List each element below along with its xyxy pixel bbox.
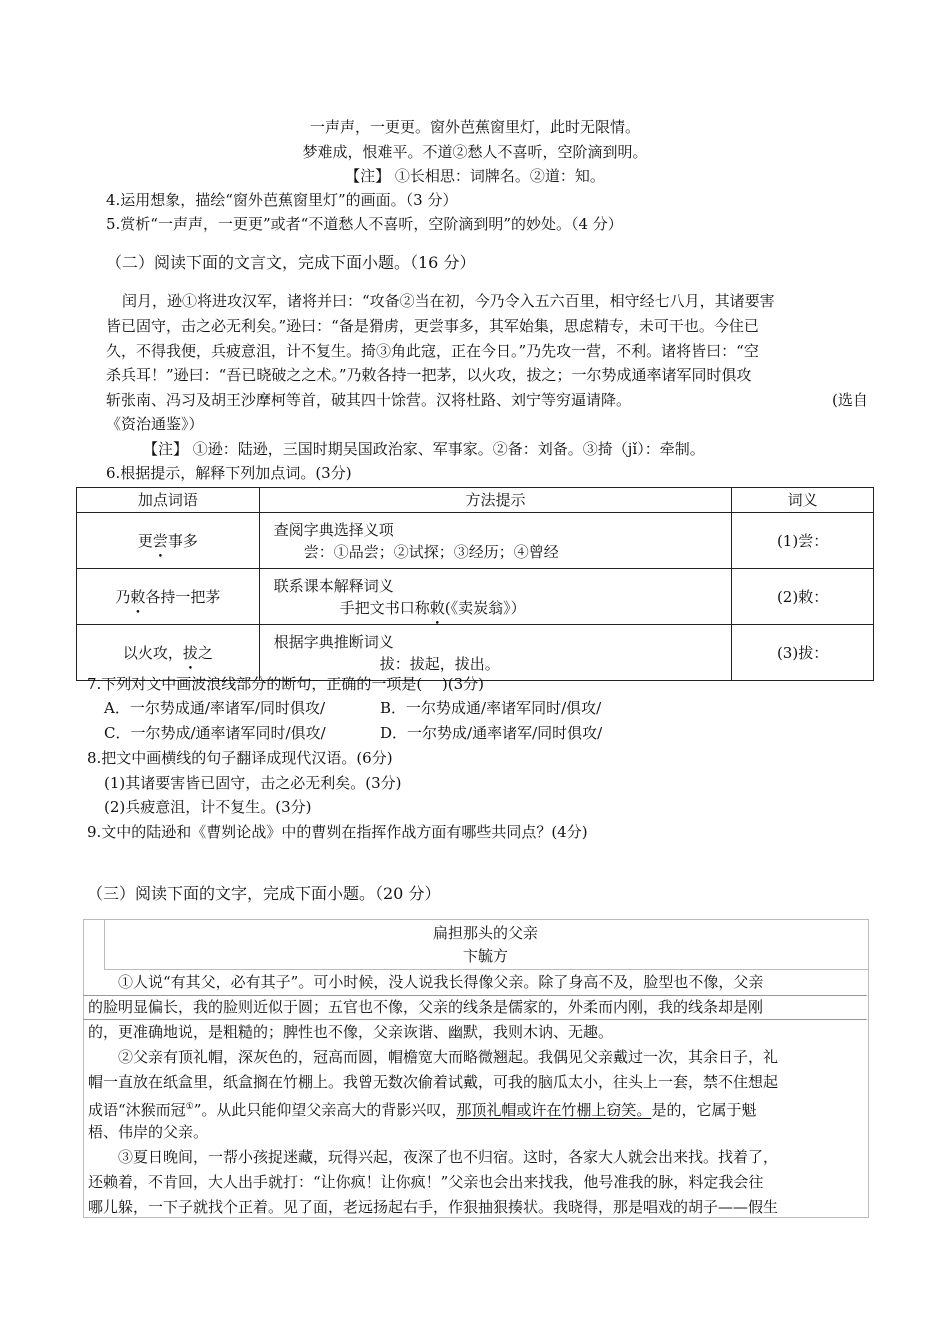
passage-line: 杀兵耳！”逊曰：“吾已晓破之之术。”乃敕各持一把茅，以火攻，拔之；一尔势成通率诸军同时俱攻 bbox=[106, 366, 752, 384]
table-row bbox=[77, 513, 874, 569]
option-c[interactable]: C．一尔势成/通率诸军同时/俱攻/ bbox=[104, 724, 326, 742]
poem-line-1: 一声声，一更更。窗外芭蕉窗里灯，此时无限情。 bbox=[309, 118, 640, 136]
poem-note: 【注】 ①长相思：词牌名。②道：知。 bbox=[345, 167, 605, 185]
word-meaning-table bbox=[76, 487, 874, 681]
passage-line: 斩张南、冯习及胡王沙摩柯等首，破其四十馀营。汉将杜路、刘宁等穷逼请降。 bbox=[106, 391, 632, 409]
question-8-1: (1)其诸要害皆已固守，击之必无利矣。(3分) bbox=[104, 774, 402, 792]
article-line: 还赖着，不肯回，大人出手就打：“让你疯！让你疯！”父亲也会出来找我，他号准我的脉，料定我会往 bbox=[88, 1173, 764, 1191]
table-header: 加点词语 bbox=[77, 488, 260, 513]
method-hint: 根据字典推断词义 拔：拔起，拔出。 bbox=[259, 625, 731, 681]
article-line: ③夏日晚间，一帮小孩捉迷藏，玩得兴起，夜深了也不归宿。这时，各家大人就会出来找。找着了， bbox=[118, 1148, 779, 1166]
passage-line: 闰月，逊①将进攻汉军，诸将并曰：“攻备②当在初，今乃令入五六百里，相守经七八月，其诸要害 bbox=[122, 292, 775, 310]
article-line: 哪儿躲，一下子就找个正着。见了面，老远扬起右手，作狠抽狠揍状。我晓得，那是唱戏的胡子——假生 bbox=[88, 1198, 779, 1216]
article-line: 帽一直放在纸盒里，纸盒搁在竹棚上。我曾无数次偷着试戴，可我的脑瓜太小，往头上一套，禁不住想起 bbox=[88, 1073, 779, 1091]
method-hint: 查阅字典选择义项 尝：①品尝；②试探；③经历；④曾经 bbox=[259, 513, 731, 569]
option-b[interactable]: B．一尔势成通/率诸军同时/俱攻/ bbox=[380, 699, 602, 717]
meaning-answer-field[interactable]: (1)尝： bbox=[732, 513, 874, 569]
table-header: 方法提示 bbox=[259, 488, 731, 513]
meaning-answer-field[interactable]: (3)拔： bbox=[732, 625, 874, 681]
section-3-heading: （三）阅读下面的文字，完成下面小题。（20 分） bbox=[87, 884, 441, 903]
question-8-2: (2)兵疲意沮，计不复生。(3分) bbox=[104, 798, 312, 816]
question-7: 7.下列对文中画波浪线部分的断句，正确的一项是( )(3分) bbox=[87, 675, 485, 693]
table-header: 词义 bbox=[732, 488, 874, 513]
article-line: ②父亲有顶礼帽，深灰色的，冠高而圆，帽檐宽大而略微翘起。我偶见父亲戴过一次，其余日子，礼 bbox=[118, 1048, 779, 1066]
passage-line: 久，不得我便，兵疲意沮，计不复生。掎③角此寇，正在今日。”乃先攻一营，不利。诸将皆曰：“空 bbox=[106, 342, 759, 360]
article-line: ①人说“有其父，必有其子”。可小时候，没人说我长得像父亲。除了身高不及，脸型也不像，父亲 bbox=[118, 973, 764, 991]
question-9: 9.文中的陆逊和《曹刿论战》中的曹刿在指挥作战方面有哪些共同点？(4分) bbox=[87, 823, 588, 841]
dotted-phrase: 乃敕各持一把茅 bbox=[77, 569, 260, 625]
question-6: 6.根据提示，解释下列加点词。(3分) bbox=[106, 464, 352, 482]
meaning-answer-field[interactable]: (2)敕： bbox=[732, 569, 874, 625]
passage-source: (选自 bbox=[832, 391, 868, 409]
option-a[interactable]: A．一尔势成通/率诸军/同时俱攻/ bbox=[104, 699, 325, 717]
article-author: 卞毓方 bbox=[462, 947, 508, 965]
passage-line: 皆已固守，击之必无利矣。”逊曰：“备是猾虏，更尝事多，其军始集，思虑精专，未可干也。今住已 bbox=[106, 317, 759, 335]
article-line: 的脸明显偏长，我的脸则近似于圆；五官也不像，父亲的线条是儒家的，外柔而内刚，我的线条却是刚 bbox=[88, 998, 764, 1016]
question-8: 8.把文中画横线的句子翻译成现代汉语。(6分) bbox=[87, 749, 393, 767]
table-row bbox=[77, 569, 874, 625]
divider bbox=[83, 1019, 867, 1020]
dotted-phrase: 更尝事多 bbox=[77, 513, 260, 569]
poem-line-2: 梦难成，恨难平。不道②愁人不喜听，空阶滴到明。 bbox=[302, 143, 648, 161]
article-line: 的，更准确地说，是粗糙的；脾性也不像，父亲诙谐、幽默，我则木讷、无趣。 bbox=[88, 1023, 614, 1041]
section-2-heading: （二）阅读下面的文言文，完成下面小题。（16 分） bbox=[106, 253, 476, 272]
passage-source-book: 《资治通鉴》） bbox=[106, 415, 204, 433]
passage-note: 【注】 ①逊：陆逊，三国时期吴国政治家、军事家。②备：刘备。③掎（jǐ）：牵制。 bbox=[143, 440, 705, 458]
question-5: 5.赏析“一声声，一更更”或者“不道愁人不喜听，空阶滴到明”的妙处。（4 分） bbox=[106, 215, 623, 233]
method-hint: 联系课本解释词义 手把文书口称敕(《卖炭翁》） bbox=[259, 569, 731, 625]
article-title: 扁担那头的父亲 bbox=[432, 924, 538, 942]
dotted-phrase: 以火攻，拔之 bbox=[77, 625, 260, 681]
underlined-sentence: 那顶礼帽或许在竹棚上窃笑。 bbox=[456, 1101, 652, 1119]
article-line: 梧、伟岸的父亲。 bbox=[88, 1123, 209, 1141]
article-line: 成语“沐猴而冠①”。从此只能仰望父亲高大的背影兴叹，那顶礼帽或许在竹棚上窃笑。是的，它属于魁 bbox=[88, 1101, 757, 1119]
option-d[interactable]: D．一尔势成/通率诸军/同时俱攻/ bbox=[380, 724, 603, 742]
question-4: 4.运用想象，描绘“窗外芭蕉窗里灯”的画面。（3 分） bbox=[106, 191, 458, 209]
